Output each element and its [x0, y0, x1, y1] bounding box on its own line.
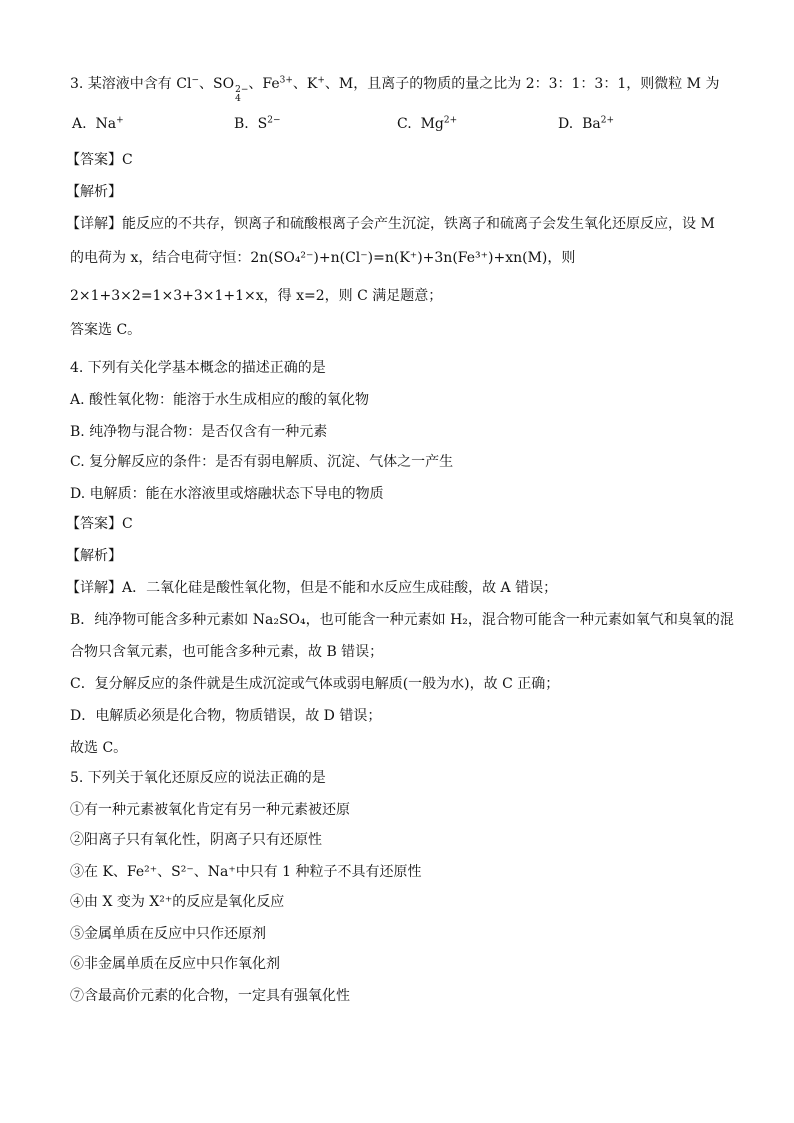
q3-number: 3. [70, 76, 84, 92]
q3-stem-a: 某溶液中含有 [87, 76, 172, 92]
q3-option-b[interactable]: B. $S^{2-}$ [234, 115, 281, 132]
q4-analysis-tag: 【解析】 [66, 548, 122, 564]
q4-conclusion: 故选 C。 [70, 740, 128, 756]
q5-item-5: ⑤金属单质在反应中只作还原剂 [70, 926, 266, 942]
charge-equation: 2n(SO₄²⁻)+n(Cl⁻)=n(K⁺)+3n(Fe³⁺)+xn(M)，则 [250, 250, 576, 266]
q3-option-a[interactable]: A. Na+ [72, 115, 124, 132]
q4-detail-b2: 合物只含氧元素，也可能含多种元素，故 B 错误； [70, 644, 384, 660]
q5-stem: 5. 下列关于氧化还原反应的说法正确的是 [70, 770, 326, 786]
q5-item-7: ⑦含最高价元素的化合物，一定具有强氧化性 [70, 988, 350, 1004]
q3-analysis-tag: 【解析】 [66, 184, 122, 200]
q4-option-c[interactable]: C. 复分解反应的条件：是否有弱电解质、沉淀、气体之一产生 [70, 454, 454, 470]
q3-stem: 3. 某溶液中含有 Cl−、SO 2− 4 、$Fe^{3+}$、K+、M，且离子的物质的量之比为 2：3：1：3：1，则微粒 M 为 [70, 75, 720, 104]
answer-value: C [122, 516, 133, 532]
q4-detail-b1: B．纯净物可能含多种元素如 Na₂SO₄，也可能含一种元素如 H₂，混合物可能含一种元素如氧气和臭氧的混 [70, 612, 734, 628]
detail-tag: 【详解】 [66, 216, 122, 232]
q4-option-d[interactable]: D. 电解质：能在水溶液里或熔融状态下导电的物质 [70, 486, 384, 502]
q3-detail-2: 的电荷为 x，结合电荷守恒：2n(SO₄²⁻)+n(Cl⁻)=n(K⁺)+3n(Fe³⁺)+xn(M)，则 [70, 250, 576, 266]
answer-value: C [122, 152, 133, 168]
q3-option-c[interactable]: C. $Mg^{2+}$ [397, 115, 458, 132]
q5-item-4: ④由 X 变为 X²⁺的反应是氧化反应 [70, 894, 285, 910]
q3-detail-1: 【详解】能反应的不共存，钡离子和硫酸根离子会产生沉淀，铁离子和硫离子会发生氧化还原反应，设 M [66, 216, 715, 232]
ion-so4: SO 2− 4 [213, 76, 249, 104]
q3-answer [66, 150, 133, 170]
q3-conclusion: 答案选 C。 [70, 322, 142, 338]
ion-m: M [338, 76, 354, 92]
answer-tag: 【答案】 [66, 516, 122, 532]
q4-stem: 4. 下列有关化学基本概念的描述正确的是 [70, 360, 326, 376]
q5-item-3: ③在 K、Fe²⁺、S²⁻、Na⁺中只有 1 种粒子不具有还原性 [70, 864, 422, 880]
detail-tag: 【详解】 [66, 580, 122, 596]
ion-fe: $Fe^{3+}$ [262, 75, 293, 92]
answer-tag: 【答案】 [66, 152, 122, 168]
q4-answer [66, 514, 133, 534]
q5-item-2: ②阳离子只有氧化性，阴离子只有还原性 [70, 832, 322, 848]
q3-detail-3: 2×1+3×2=1×3+3×1+1×x，得 x=2，则 C 满足题意； [70, 288, 443, 304]
q5-item-6: ⑥非金属单质在反应中只作氧化剂 [70, 956, 280, 972]
q4-detail-c: C．复分解反应的条件就是生成沉淀或气体或弱电解质(一般为水)，故 C 正确； [70, 676, 560, 692]
ion-k: K+ [306, 75, 325, 92]
q3-stem-b: ，且离子的物质的量之比为 2：3：1：3：1，则微粒 M 为 [353, 76, 720, 92]
ion-cl: Cl− [176, 75, 200, 92]
q3-option-d[interactable]: D. $Ba^{2+}$ [558, 115, 615, 132]
q4-option-a[interactable]: A. 酸性氧化物：能溶于水生成相应的酸的氧化物 [70, 392, 370, 408]
q4-detail-a: 【详解】A．二氧化硅是酸性氧化物，但是不能和水反应生成硅酸，故 A 错误； [66, 580, 558, 596]
q4-option-b[interactable]: B. 纯净物与混合物：是否仅含有一种元素 [70, 424, 328, 440]
q5-item-1: ①有一种元素被氧化肯定有另一种元素被还原 [70, 802, 350, 818]
q4-detail-d: D．电解质必须是化合物，物质错误，故 D 错误； [70, 708, 382, 724]
